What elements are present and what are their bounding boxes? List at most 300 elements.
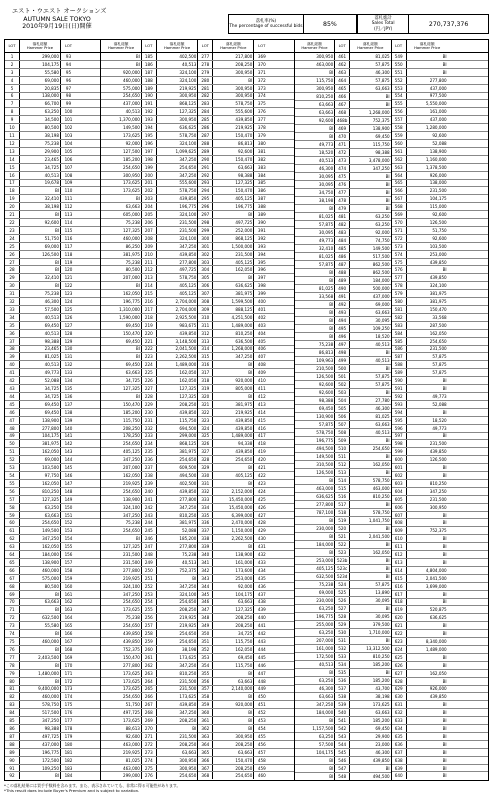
lot-number: 243	[142, 512, 157, 519]
hammer-price: 52,088	[182, 528, 197, 534]
table-row	[392, 85, 488, 93]
lot-number: 361	[198, 717, 213, 724]
table-row	[5, 488, 100, 496]
lot-number: 156	[64, 552, 73, 558]
hammer-price: 46,300	[20, 298, 61, 305]
hammer-price: 609,500	[179, 465, 197, 471]
table-row	[295, 189, 391, 197]
hammer-price: 49,773	[432, 393, 447, 399]
table-row	[295, 589, 391, 597]
table-row	[5, 496, 100, 504]
lot-number: 445	[257, 654, 266, 660]
success-rate-box	[228, 14, 357, 34]
hammer-price: 138,000	[20, 93, 61, 100]
table-row	[295, 237, 391, 245]
table-row	[198, 306, 293, 314]
hammer-price: 63,663	[375, 86, 390, 91]
table-row	[392, 369, 488, 377]
table-row	[198, 646, 293, 654]
lot-header: LOT	[258, 43, 266, 48]
table-row	[295, 581, 391, 589]
table-row	[392, 480, 488, 488]
hammer-price: 810,250	[20, 488, 61, 495]
table-row	[198, 456, 293, 464]
table-row	[5, 235, 100, 243]
hammer-price: 868,125	[179, 441, 197, 447]
table-row	[198, 282, 293, 290]
table-row	[198, 686, 293, 694]
lot-number: 631	[392, 701, 407, 708]
lot-number: 504	[335, 397, 350, 404]
lot-number: 456	[257, 741, 266, 747]
lot-number: 256	[142, 614, 157, 621]
lot-number: 617	[392, 591, 407, 598]
hammer-price: 810,250	[295, 93, 336, 100]
hammer-price: 1,500,000	[213, 243, 254, 250]
hammer-price: 347,250	[179, 156, 197, 162]
lot-number: 345	[198, 591, 213, 598]
lot-number: 18	[5, 187, 20, 194]
table-row	[101, 69, 197, 77]
hammer-price: BI	[385, 454, 390, 459]
lot-number: 54	[5, 472, 20, 479]
table-row	[295, 53, 391, 61]
lot-number: 91	[5, 765, 20, 772]
lot-number: 532	[335, 645, 350, 652]
lot-number: 145	[64, 465, 73, 471]
table-row	[392, 266, 488, 274]
hammer-price: 253,000	[295, 557, 336, 564]
lot-number: 170	[64, 662, 73, 668]
lot-number: 162	[64, 599, 73, 605]
hammer-price: 40,513	[20, 314, 61, 321]
hammer-price: 92,600	[213, 148, 254, 155]
lot-header: LOT	[198, 40, 213, 52]
hammer-price: 63,663	[375, 710, 390, 715]
hammer-price: 88,613	[101, 725, 142, 732]
hammer-price: 2,925,500	[175, 314, 197, 320]
lot-number: 498	[335, 349, 350, 356]
lot-number: 459	[257, 765, 266, 771]
hammer-price: 149,500	[20, 527, 61, 534]
hammer-price: 300,950	[213, 69, 254, 76]
lot-number: 404	[257, 330, 266, 336]
table-row	[101, 243, 197, 251]
lot-number: 557	[392, 116, 407, 123]
lot-number: 452	[257, 710, 266, 716]
lot-number: 639	[392, 765, 407, 772]
lot-number: 622	[392, 630, 407, 637]
hammer-price: 98,388	[20, 725, 61, 732]
table-row	[295, 653, 391, 661]
table-row	[198, 195, 293, 203]
lot-number: 535	[335, 669, 350, 676]
lot-number: 294	[198, 187, 213, 194]
hammer-price: 517,500	[372, 254, 390, 259]
lot-number: 495	[335, 325, 350, 332]
lot-number: 90	[5, 757, 20, 764]
table-row	[5, 409, 100, 417]
lot-number: 141	[64, 433, 73, 439]
table-row	[392, 93, 488, 101]
lot-number: 146	[64, 472, 73, 478]
lot-number: 180	[64, 741, 73, 747]
lot-number: 97	[65, 85, 72, 91]
lot-number: 407	[257, 354, 266, 360]
lot-number: 212	[142, 266, 157, 273]
hammer-price: 210,500	[295, 365, 336, 372]
table-row	[101, 733, 197, 741]
lot-number: 73	[5, 622, 20, 629]
lot-number: 390	[257, 219, 266, 225]
lot-number: 41	[5, 369, 20, 376]
lot-number: 611	[392, 543, 407, 550]
hammer-price: 605,000	[101, 211, 142, 218]
lot-number: 127	[64, 322, 73, 328]
hammer-price: 208,250	[101, 425, 142, 432]
lot-number: 628	[392, 678, 407, 685]
table-row	[392, 235, 488, 243]
table-row	[295, 397, 391, 405]
table-row	[295, 533, 391, 541]
table-row	[198, 227, 293, 235]
hammer-price: 57,875	[375, 374, 390, 379]
hammer-price: BI	[213, 274, 254, 281]
table-row	[101, 456, 197, 464]
table-row	[198, 401, 293, 409]
hammer-price: 2,262,500	[213, 535, 254, 542]
lot-number: 336	[198, 519, 213, 526]
hammer-price: 38,198	[182, 646, 197, 652]
hammer-price: 810,250	[429, 480, 447, 486]
lot-number: 416	[257, 425, 266, 431]
table-row	[392, 464, 488, 472]
table-row	[295, 549, 391, 557]
rate-label-en: The percentage of successful bids	[229, 24, 303, 29]
hammer-price: 40,513	[101, 108, 142, 115]
hammer-price: 347,250	[179, 172, 197, 178]
hammer-price: BI	[101, 346, 142, 353]
hammer-price: 30,095	[375, 318, 390, 323]
table-row	[5, 717, 100, 725]
hammer-price: 149,500	[295, 453, 336, 460]
lot-number: 342	[198, 567, 213, 574]
lot-number: 592	[392, 393, 407, 400]
lot-number: 221	[142, 338, 157, 345]
hammer-price: 787,100	[295, 509, 336, 516]
table-row	[198, 338, 293, 346]
table-row	[5, 630, 100, 638]
lot-number: 463	[335, 69, 350, 76]
hammer-price: 460,000	[20, 638, 61, 645]
table-row	[101, 259, 197, 267]
hammer-price: 300,950	[179, 757, 197, 763]
hammer-price: 208,250	[179, 607, 197, 613]
hammer-price: BI	[385, 198, 390, 203]
table-row	[5, 512, 100, 520]
hammer-price: 1,150,000	[213, 527, 254, 534]
lot-number: 636	[392, 741, 407, 748]
lot-number: 435	[257, 575, 266, 581]
lot-number: 107	[64, 164, 73, 170]
hammer-price: 381,975	[429, 291, 447, 297]
lot-number: 508	[335, 429, 350, 436]
lot-number: 142	[64, 441, 73, 447]
table-row	[392, 567, 488, 575]
lot-number: 101	[64, 117, 73, 123]
table-row	[5, 559, 100, 567]
hammer-price: 300,950	[213, 85, 254, 92]
lot-number: 50	[5, 440, 20, 447]
hammer-price: 2,140,000	[213, 686, 254, 693]
hammer-price: 517,500	[20, 709, 61, 716]
hammer-price: BI	[442, 472, 447, 478]
table-row	[5, 733, 100, 741]
lot-header: LOT	[64, 43, 73, 48]
hammer-price: 439,850	[429, 449, 447, 455]
lot-number: 306	[198, 282, 213, 289]
hammer-price: 92,600	[295, 117, 336, 124]
table-row	[101, 235, 197, 243]
table-row	[392, 385, 488, 393]
hammer-price: 347,250	[101, 456, 142, 463]
table-row	[198, 164, 293, 172]
hammer-price: 127,325	[101, 385, 142, 392]
table-row	[101, 638, 197, 646]
lot-number: 333	[198, 496, 213, 503]
lot-number: 607	[392, 512, 407, 519]
lot-number: 598	[392, 440, 407, 447]
hammer-price: BI	[442, 591, 447, 597]
lot-number: 489	[335, 277, 350, 284]
table-row	[5, 227, 100, 235]
table-row	[101, 346, 197, 354]
table-row	[101, 132, 197, 140]
lot-number: 437	[257, 591, 266, 597]
lot-number: 468b	[335, 117, 350, 124]
hammer-price: 98,388	[20, 338, 61, 345]
lot-number: 507	[335, 421, 350, 428]
hammer-price: 463,000	[101, 765, 142, 772]
table-row	[392, 717, 488, 725]
table-row	[101, 53, 197, 61]
hammer-price: 57,875	[295, 261, 336, 268]
lot-number: 488	[335, 269, 350, 276]
lot-number: 562	[392, 156, 407, 163]
table-row	[295, 669, 391, 677]
table-row	[392, 678, 488, 686]
hammer-price: 162,050	[179, 378, 197, 384]
hammer-price: 149,500	[372, 246, 390, 251]
table-row	[5, 77, 100, 85]
lot-number: 62	[5, 535, 20, 542]
lot-number: 158	[64, 567, 73, 573]
hammer-price: BI	[385, 102, 390, 107]
table-row	[5, 69, 100, 77]
hammer-price: 862,500	[372, 270, 390, 275]
hammer-price: BI	[385, 670, 390, 675]
lot-number: 16	[5, 172, 20, 179]
lot-header: LOT	[392, 40, 407, 52]
lot-number: 264	[142, 678, 157, 685]
table-row	[101, 353, 197, 361]
table-row	[5, 361, 100, 369]
hammer-price: 126,500	[295, 373, 336, 380]
lot-number: 606	[392, 504, 407, 511]
hammer-price: 347,250	[179, 710, 197, 716]
hammer-price: BI	[20, 211, 61, 218]
table-row	[101, 251, 197, 259]
hammer-price: 63,250	[295, 677, 336, 684]
hammer-price: 277,800	[429, 77, 447, 83]
table-row	[295, 165, 391, 173]
hammer-price: 983,675	[179, 322, 197, 328]
hammer-price: 34,725	[213, 630, 254, 637]
hammer-price: 150,470	[213, 757, 254, 764]
lot-number: 267	[142, 701, 157, 708]
lot-number: 486	[335, 253, 350, 260]
hammer-price: 33,568	[432, 314, 447, 320]
hammer-price: 231,500	[429, 441, 447, 447]
lot-number: 640	[392, 772, 407, 779]
hammer-price: 578,750	[20, 701, 61, 708]
hammer-price: 127,325	[20, 496, 61, 503]
table-row	[101, 219, 197, 227]
table-row	[5, 346, 100, 354]
hammer-price: BI	[213, 693, 254, 700]
lot-number: 542	[335, 725, 350, 732]
lot-number: 367	[198, 765, 213, 772]
hammer-price: 231,500	[179, 678, 197, 684]
hammer-price: 94,338	[213, 440, 254, 447]
lot-number: 350	[198, 630, 213, 637]
hammer-price: 277,800	[20, 425, 61, 432]
lot-number: 499	[335, 357, 350, 364]
lot-number: 136	[64, 393, 73, 399]
hammer-price: 75,238	[101, 519, 142, 526]
title-line-company: エスト・ウエスト オークションズ	[12, 8, 107, 15]
lot-number: 380	[257, 140, 266, 146]
lot-number: 518	[335, 509, 350, 516]
hammer-price: 162,050	[20, 480, 61, 487]
hammer-price: 46,300	[295, 685, 336, 692]
lot-number: 446	[257, 662, 266, 668]
hammer-price: 69,450	[101, 361, 142, 368]
table-row	[5, 108, 100, 116]
hammer-price: 57,500	[295, 741, 336, 748]
hammer-price: 1,489,000	[213, 322, 254, 329]
table-row	[5, 187, 100, 195]
table-row	[198, 599, 293, 607]
hammer-price: 926,000	[429, 172, 447, 178]
lot-number: 371	[257, 69, 266, 75]
lot-number: 325	[198, 433, 213, 440]
lot-number: 312	[198, 330, 213, 337]
table-row	[295, 277, 391, 285]
lot-number: 632	[392, 709, 407, 716]
hammer-price: 29,900	[375, 734, 390, 739]
lot-number: 527	[335, 605, 350, 612]
column-header-row	[392, 40, 488, 53]
lot-number: 370	[257, 61, 266, 67]
table-row	[101, 472, 197, 480]
hammer-price: 172,500	[20, 757, 61, 764]
lot-number: 109	[64, 180, 73, 186]
lot-number: 98	[65, 93, 72, 99]
lot-number: 72	[5, 614, 20, 621]
lot-number: 393	[257, 243, 266, 249]
table-row	[101, 567, 197, 575]
table-row	[101, 575, 197, 583]
hammer-price: BI	[442, 741, 447, 747]
lot-number: 51	[5, 448, 20, 455]
hammer-price: 173,625	[101, 132, 142, 139]
lot-number: 113	[64, 212, 73, 218]
hammer-price: 254,650	[101, 440, 142, 447]
hammer-price: 34,725	[101, 377, 142, 384]
lot-number: 262	[142, 662, 157, 669]
table-row	[101, 85, 197, 93]
hammer-price: 184,000	[20, 551, 61, 558]
hammer-price: 55,580	[20, 69, 61, 76]
lot-number: 339	[198, 543, 213, 550]
hammer-price: 1,370,000	[101, 116, 142, 123]
lot-number: 385	[257, 180, 266, 186]
lot-number: 285	[198, 116, 213, 123]
lot-number: 241	[142, 496, 157, 503]
table-row	[392, 614, 488, 622]
lot-number: 633	[392, 717, 407, 724]
hammer-price: 92,600	[101, 733, 142, 740]
hammer-price: 173,625	[101, 717, 142, 724]
hammer-price: 324,100	[179, 69, 197, 75]
hammer-price: 130,900	[295, 413, 336, 420]
hammer-price: 40,513	[20, 330, 61, 337]
hammer-price: 86,813	[295, 349, 336, 356]
lot-number: 203	[142, 195, 157, 202]
hammer-price: 173,625	[101, 180, 142, 187]
lot-number: 176	[64, 710, 73, 716]
lot-number: 600	[392, 456, 407, 463]
lot-number: 493	[335, 309, 350, 316]
hammer-price: 578,750	[213, 100, 254, 107]
lot-number: 112	[64, 204, 73, 210]
table-row	[101, 314, 197, 322]
lot-number: 569	[392, 211, 407, 218]
lot-number: 560	[392, 140, 407, 147]
table-row	[198, 543, 293, 551]
column-header-row	[5, 40, 100, 53]
hammer-price: 805,000	[213, 385, 254, 392]
lot-number: 354	[198, 662, 213, 669]
hammer-price: 752,375	[179, 567, 197, 573]
hammer-price: 254,650	[179, 639, 197, 645]
hammer-price: BI	[442, 733, 447, 739]
hammer-price: 75,238	[101, 219, 142, 226]
hammer-price: 460,000	[20, 693, 61, 700]
lot-number: 327	[198, 448, 213, 455]
hammer-price: 299,000	[179, 433, 197, 439]
table-row	[392, 749, 488, 757]
lot-number: 38	[5, 346, 20, 353]
lot-number: 308	[198, 298, 213, 305]
lot-number: 355	[198, 670, 213, 677]
hammer-price: 324,100	[179, 212, 197, 218]
lot-number: 24	[5, 235, 20, 242]
lot-number: 623	[392, 638, 407, 645]
hammer-price: 69,450	[20, 409, 61, 416]
hammer-price: 127,325	[179, 386, 197, 392]
